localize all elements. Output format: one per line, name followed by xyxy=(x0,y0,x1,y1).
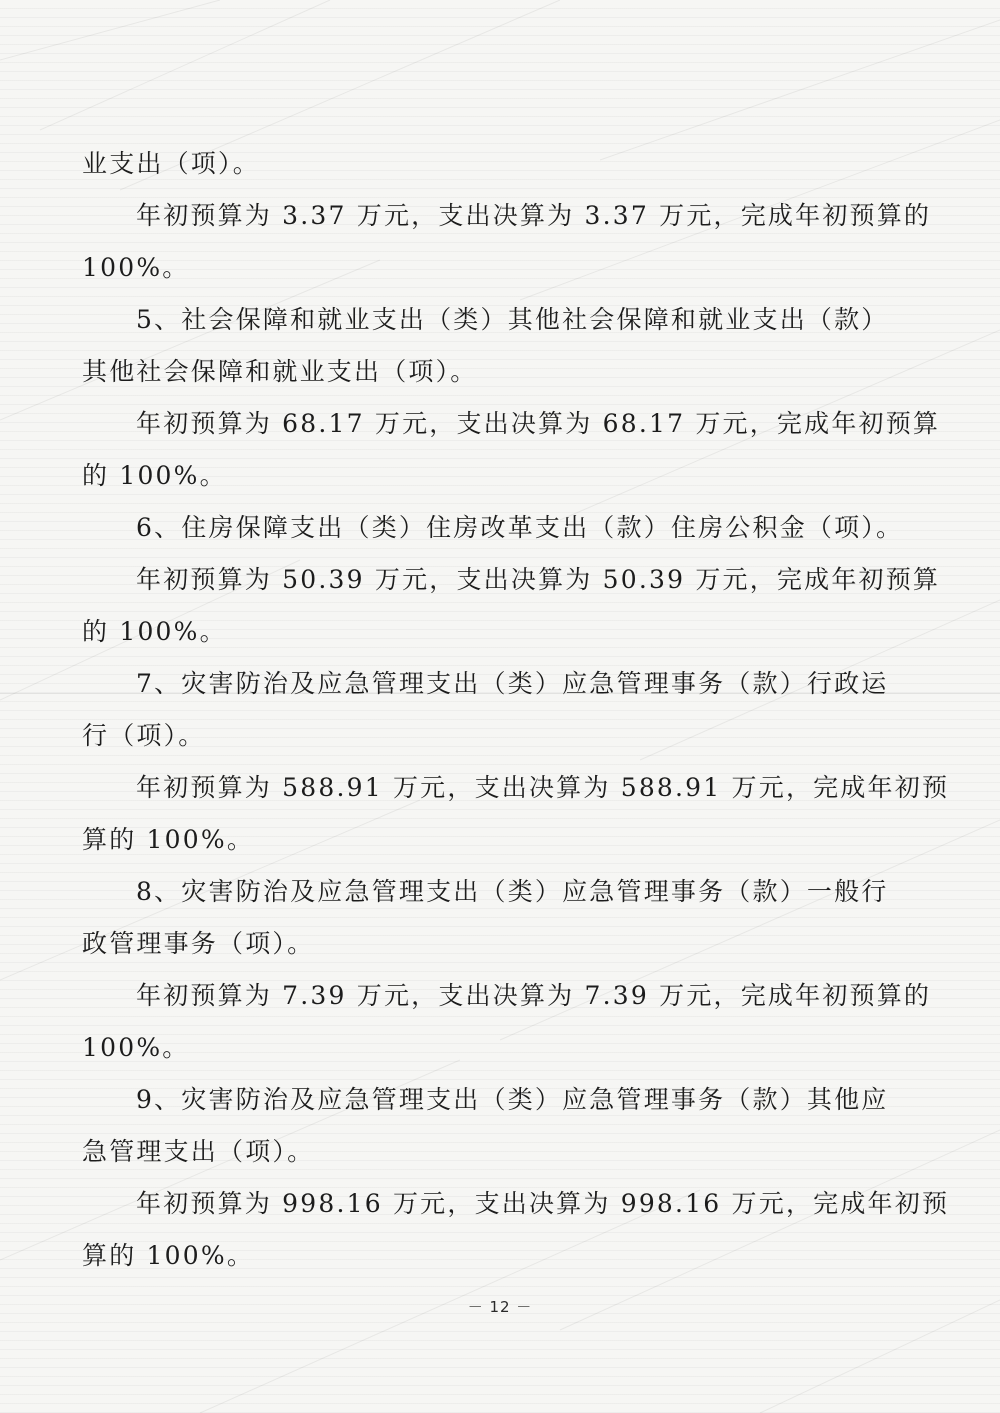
paragraph-continuation xyxy=(82,138,882,190)
text-line: 8、灾害防治及应急管理支出（类）应急管理事务（款）一般行 xyxy=(136,877,889,906)
paragraph-heading-8 xyxy=(82,866,889,970)
text-line: 100%。 xyxy=(82,253,190,282)
paragraph-budget-item-5 xyxy=(82,398,941,502)
text-line: 6、住房保障支出（类）住房改革支出（款）住房公积金（项）。 xyxy=(136,513,904,542)
text-line: 政管理事务（项）。 xyxy=(82,929,315,958)
text-line: 其他社会保障和就业支出（项）。 xyxy=(82,357,478,386)
text-line: 业支出（项）。 xyxy=(82,149,260,178)
paragraph-budget-item-4 xyxy=(82,190,932,294)
text-line: 9、灾害防治及应急管理支出（类）应急管理事务（款）其他应 xyxy=(136,1085,889,1114)
text-line: 急管理支出（项）。 xyxy=(82,1137,315,1166)
text-line: 年初预算为 3.37 万元，支出决算为 3.37 万元，完成年初预算的 xyxy=(136,201,932,230)
text-line: 5、社会保障和就业支出（类）其他社会保障和就业支出（款） xyxy=(136,305,889,334)
paragraph-heading-9 xyxy=(82,1074,889,1178)
text-line: 年初预算为 50.39 万元，支出决算为 50.39 万元，完成年初预算 xyxy=(136,565,941,594)
text-line: 7、灾害防治及应急管理支出（类）应急管理事务（款）行政运 xyxy=(136,669,889,698)
text-line: 算的 100%。 xyxy=(82,825,255,854)
text-line: 行（项）。 xyxy=(82,721,206,750)
body-text xyxy=(82,138,950,1282)
paragraph-budget-item-9 xyxy=(82,1178,950,1282)
paragraph-heading-7 xyxy=(82,658,889,762)
paragraph-budget-item-6 xyxy=(82,554,941,658)
page-number: － 12 － xyxy=(467,1298,533,1316)
text-line: 年初预算为 998.16 万元，支出决算为 998.16 万元，完成年初预 xyxy=(136,1189,950,1218)
text-line: 的 100%。 xyxy=(82,461,227,490)
text-line: 年初预算为 7.39 万元，支出决算为 7.39 万元，完成年初预算的 xyxy=(136,981,932,1010)
text-line: 算的 100%。 xyxy=(82,1241,255,1270)
paragraph-heading-5 xyxy=(82,294,889,398)
paragraph-heading-6 xyxy=(82,502,904,554)
text-line: 年初预算为 588.91 万元，支出决算为 588.91 万元，完成年初预 xyxy=(136,773,950,802)
text-line: 的 100%。 xyxy=(82,617,227,646)
paragraph-budget-item-8 xyxy=(82,970,932,1074)
text-line: 100%。 xyxy=(82,1033,190,1062)
text-line: 年初预算为 68.17 万元，支出决算为 68.17 万元，完成年初预算 xyxy=(136,409,941,438)
paragraph-budget-item-7 xyxy=(82,762,950,866)
